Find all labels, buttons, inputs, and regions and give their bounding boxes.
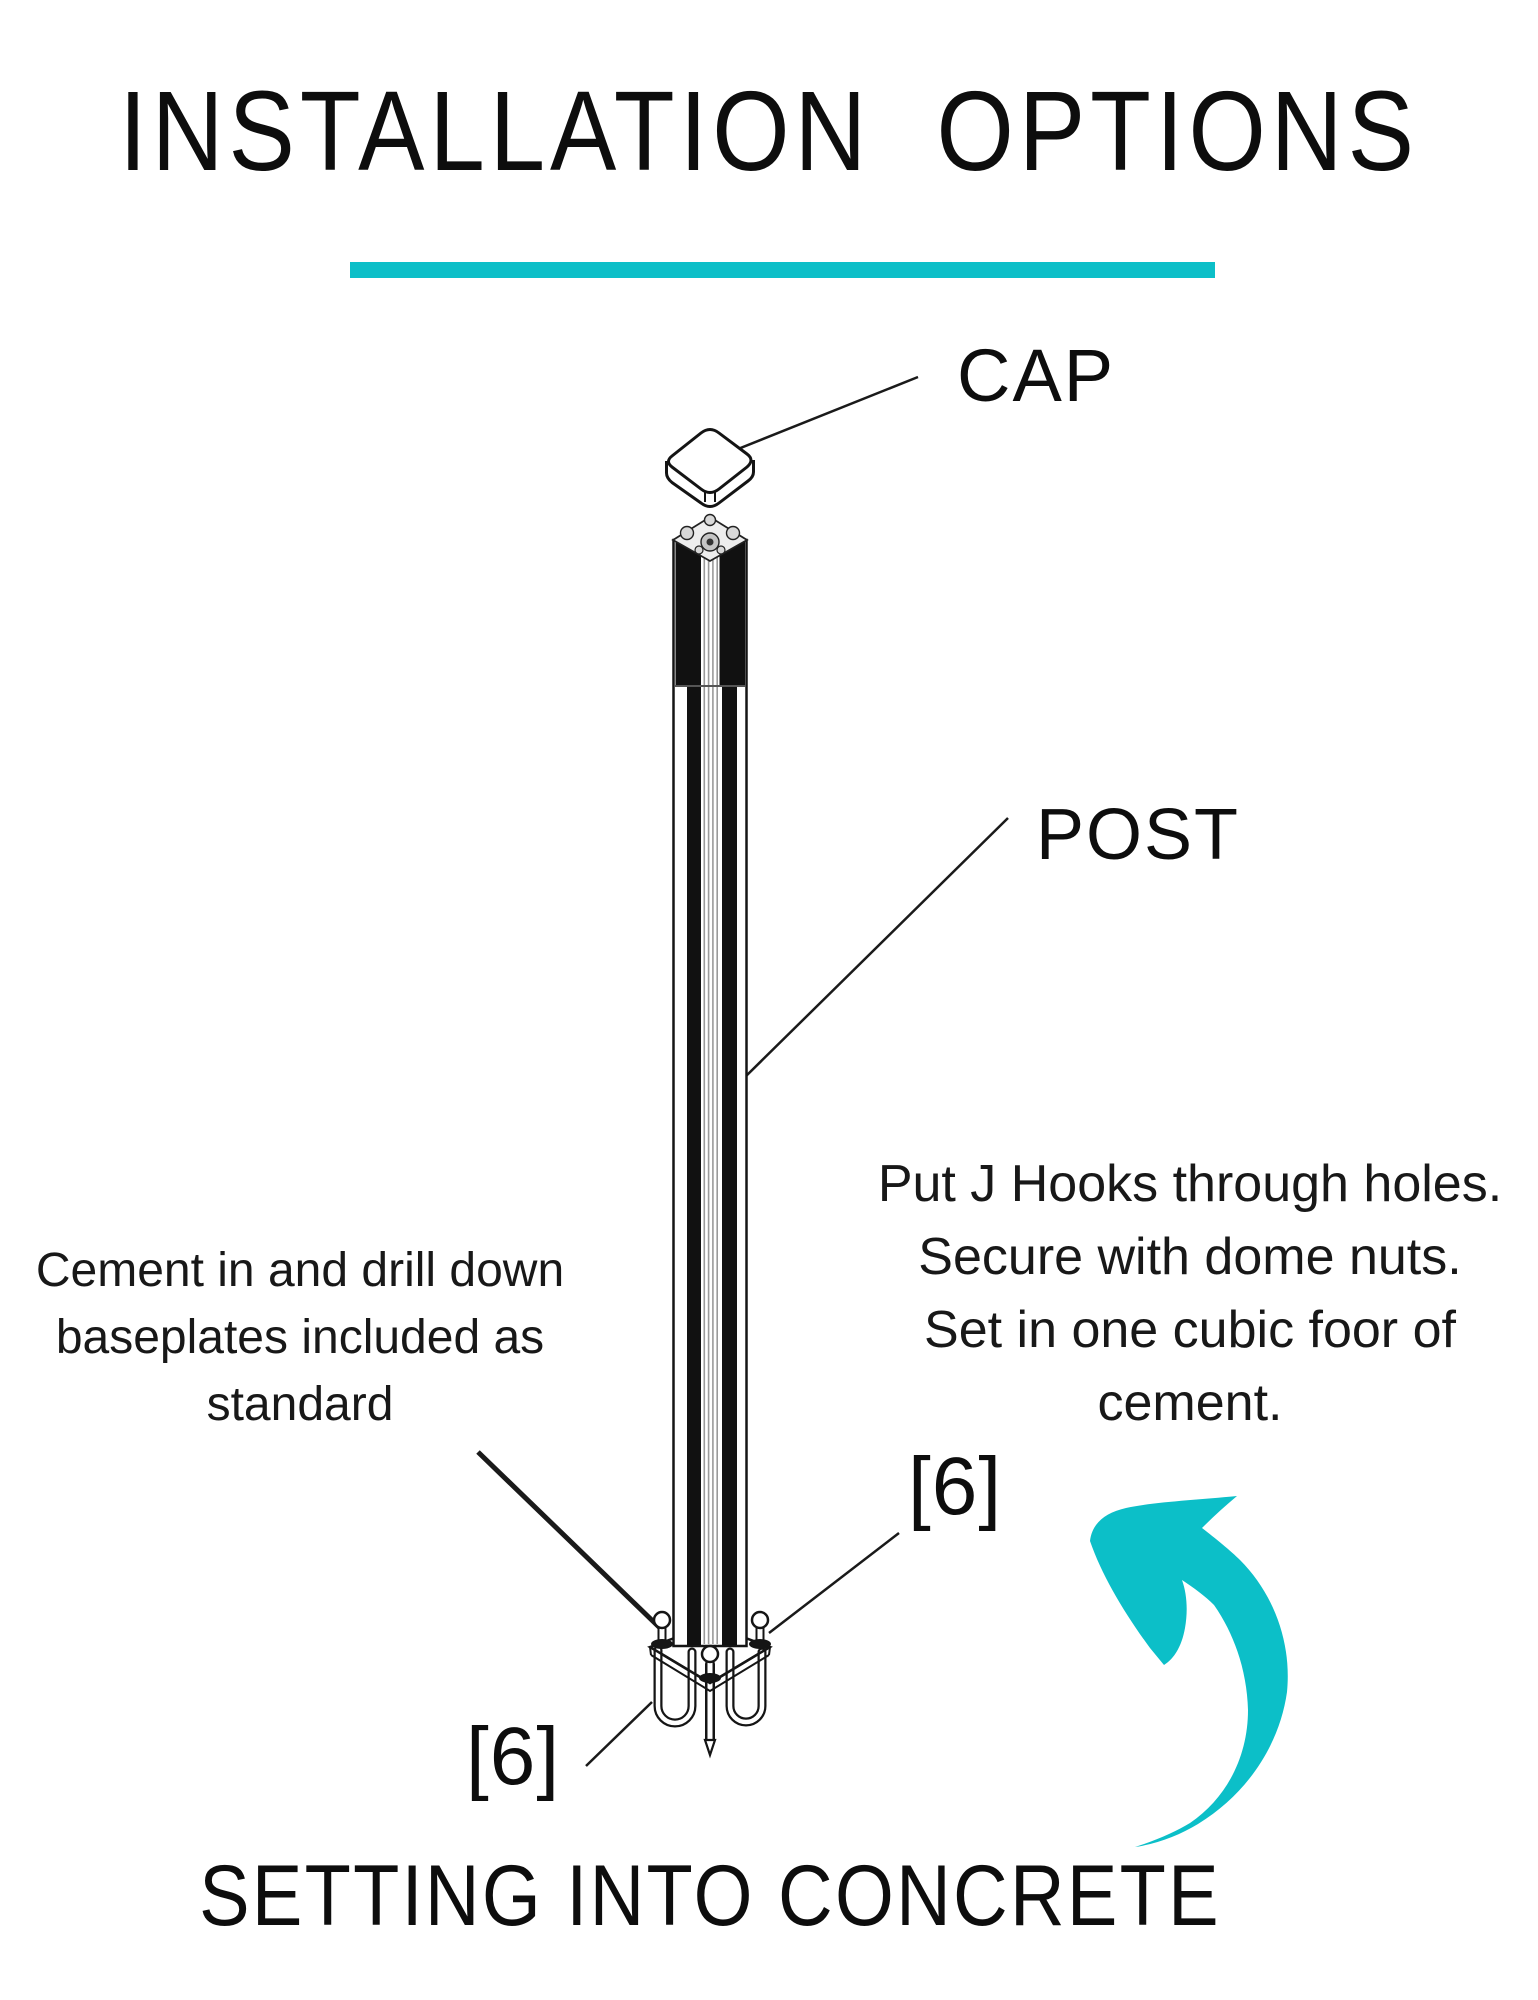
left-note: [15, 1237, 585, 1438]
left-note-leader-line: [478, 1452, 660, 1628]
curved-arrow-icon: [1090, 1496, 1288, 1847]
note-line: standard: [206, 1378, 394, 1431]
page-title: INSTALLATION OPTIONS: [119, 68, 1419, 194]
cap-leader-line: [713, 377, 918, 459]
note-line: baseplates included as: [55, 1311, 545, 1364]
note-line: Set in one cubic foor of: [924, 1301, 1456, 1359]
note-line: Cement in and drill down: [35, 1244, 565, 1297]
bolt-left-icon: [651, 1612, 673, 1649]
note-line: Put J Hooks through holes.: [877, 1155, 1503, 1213]
footer-title: SETTING INTO CONCRETE: [199, 1848, 1221, 1944]
bolt-right-icon: [749, 1612, 771, 1649]
post-section-line: [675, 685, 745, 687]
cap-part-label: CAP: [957, 334, 1116, 417]
left-qty-leader-line: [586, 1702, 652, 1766]
post-leader-line: [742, 818, 1008, 1080]
cap-drawing: [667, 430, 754, 507]
quantity-label-hooks: [6]: [466, 1711, 561, 1802]
note-line: cement.: [1097, 1374, 1283, 1432]
quantity-label-bolts: [6]: [908, 1441, 1003, 1532]
note-line: Secure with dome nuts.: [918, 1228, 1462, 1286]
post-drawing: [673, 515, 747, 1647]
right-qty-leader-line: [769, 1533, 899, 1633]
post-part-label: POST: [1036, 795, 1241, 875]
right-note: [845, 1148, 1535, 1440]
